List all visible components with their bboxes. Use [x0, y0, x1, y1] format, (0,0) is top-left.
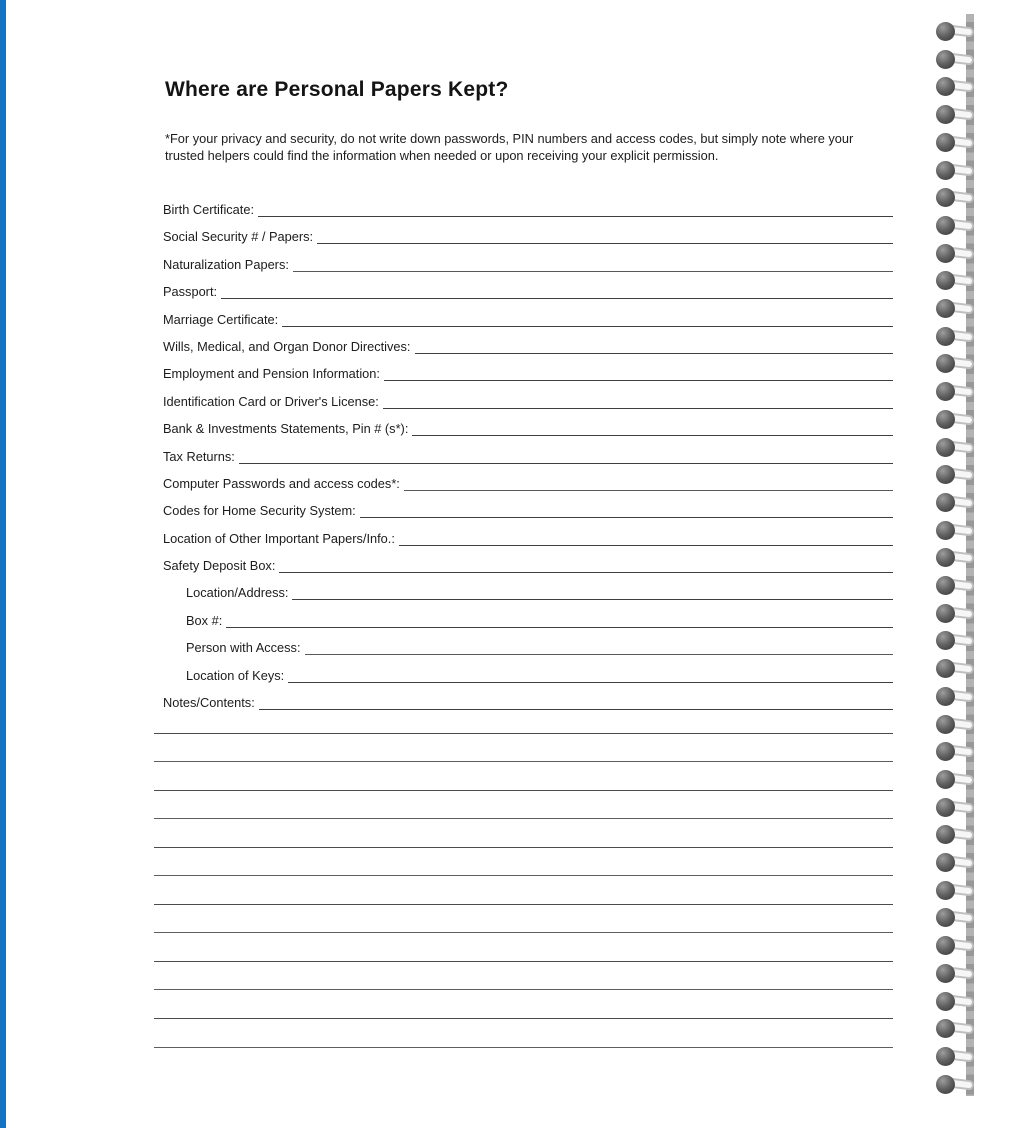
spiral-coil [936, 77, 978, 97]
spiral-coil-ball [936, 77, 955, 96]
spiral-coil [936, 548, 978, 568]
form-field-row [163, 634, 893, 661]
field-label: Passport: [163, 284, 218, 300]
spiral-coil [936, 354, 978, 374]
field-input-line[interactable] [412, 433, 893, 436]
spiral-coil-ball [936, 410, 955, 429]
spiral-coil-ball [936, 493, 955, 512]
field-input-line[interactable] [258, 214, 893, 217]
spiral-coil-ball [936, 50, 955, 69]
form-field-row [163, 443, 893, 470]
form-field-row [163, 306, 893, 333]
spiral-coil [936, 908, 978, 928]
spiral-coil-ball [936, 188, 955, 207]
spiral-coil [936, 992, 978, 1012]
notes-input-line[interactable] [154, 791, 893, 820]
spiral-coil-ball [936, 1075, 955, 1094]
spiral-coil [936, 382, 978, 402]
spiral-coil [936, 659, 978, 679]
notes-blank-lines [154, 705, 893, 1048]
spiral-coil-ball [936, 354, 955, 373]
spiral-coil-ball [936, 631, 955, 650]
spiral-coil [936, 881, 978, 901]
field-input-line[interactable] [221, 296, 893, 299]
field-input-line[interactable] [292, 597, 893, 600]
form-field-row [163, 415, 893, 442]
form-field-row [163, 333, 893, 360]
field-input-line[interactable] [305, 652, 893, 655]
spiral-coil-ball [936, 659, 955, 678]
spiral-coil-ball [936, 853, 955, 872]
field-label: Tax Returns: [163, 448, 235, 464]
spiral-coil-ball [936, 299, 955, 318]
field-input-line[interactable] [404, 488, 893, 491]
form-field-row [163, 607, 893, 634]
spiral-coil-ball [936, 244, 955, 263]
spiral-coil-ball [936, 382, 955, 401]
field-input-line[interactable] [399, 543, 893, 546]
form-field-row [163, 470, 893, 497]
spiral-coil [936, 410, 978, 430]
spiral-coil-ball [936, 825, 955, 844]
spiral-coil-ball [936, 133, 955, 152]
spiral-coil-ball [936, 548, 955, 567]
field-label: Box #: [186, 612, 223, 628]
notes-input-line[interactable] [154, 876, 893, 905]
form-field-row [163, 223, 893, 250]
field-label: Social Security # / Papers: [163, 229, 314, 245]
spiral-coil [936, 465, 978, 485]
form-field-row [163, 360, 893, 387]
spiral-coil [936, 216, 978, 236]
field-input-line[interactable] [279, 570, 893, 573]
form-field-row [163, 552, 893, 579]
spiral-coil-ball [936, 465, 955, 484]
spiral-coil [936, 1075, 978, 1095]
spiral-coil [936, 299, 978, 319]
notes-input-line[interactable] [154, 962, 893, 991]
spiral-coil [936, 50, 978, 70]
spiral-coil [936, 521, 978, 541]
field-input-line[interactable] [384, 378, 893, 381]
spiral-coil [936, 271, 978, 291]
spiral-coil [936, 327, 978, 347]
spiral-coil [936, 631, 978, 651]
spiral-coil-ball [936, 521, 955, 540]
field-label: Bank & Investments Statements, Pin # (s*): [163, 421, 409, 437]
spiral-coil-ball [936, 604, 955, 623]
spiral-coil [936, 964, 978, 984]
notes-input-line[interactable] [154, 762, 893, 791]
field-label: Location/Address: [186, 585, 289, 601]
notes-input-line[interactable] [154, 905, 893, 934]
notes-input-line[interactable] [154, 848, 893, 877]
spiral-coil [936, 133, 978, 153]
form-field-row [163, 579, 893, 606]
spiral-coil-ball [936, 271, 955, 290]
spiral-coil-ball [936, 22, 955, 41]
spiral-coil-ball [936, 715, 955, 734]
spiral-coil [936, 161, 978, 181]
field-label: Location of Other Important Papers/Info.: [163, 530, 395, 546]
notes-input-line[interactable] [154, 705, 893, 734]
field-label: Notes/Contents: [163, 695, 255, 711]
spiral-coil [936, 1019, 978, 1039]
field-input-line[interactable] [360, 515, 893, 518]
spiral-coil [936, 770, 978, 790]
spiral-coil-ball [936, 687, 955, 706]
spiral-coil-ball [936, 964, 955, 983]
spiral-coil-ball [936, 936, 955, 955]
left-accent-bar [0, 0, 6, 1128]
spiral-coil-ball [936, 161, 955, 180]
spiral-coil [936, 188, 978, 208]
privacy-note: *For your privacy and security, do not write down passwords, PIN numbers and access codes, but simply note where your trusted helpers could find the information when needed or upon receiving your explicit permission. [165, 131, 854, 163]
field-label: Codes for Home Security System: [163, 503, 356, 519]
field-label: Birth Certificate: [163, 202, 255, 217]
field-label: Wills, Medical, and Organ Donor Directives: [163, 338, 411, 354]
form-field-row [163, 278, 893, 305]
spiral-coil-ball [936, 992, 955, 1011]
spiral-coil [936, 798, 978, 818]
field-input-line[interactable] [239, 461, 893, 464]
spiral-coil [936, 715, 978, 735]
form-field-row [163, 525, 893, 552]
spiral-coil-ball [936, 105, 955, 124]
spiral-coil [936, 22, 978, 42]
notes-input-line[interactable] [154, 734, 893, 763]
spiral-coil [936, 438, 978, 458]
spiral-coil [936, 936, 978, 956]
field-input-line[interactable] [226, 625, 893, 628]
spiral-coil-ball [936, 908, 955, 927]
field-label: Employment and Pension Information: [163, 366, 380, 382]
field-label: Naturalization Papers: [163, 256, 289, 272]
field-label: Computer Passwords and access codes*: [163, 475, 400, 491]
spiral-coil [936, 604, 978, 624]
spiral-coil [936, 105, 978, 125]
notes-input-line[interactable] [154, 933, 893, 962]
spiral-coil-ball [936, 881, 955, 900]
form-field-row [163, 196, 893, 223]
spiral-coil [936, 1047, 978, 1067]
notes-input-line[interactable] [154, 819, 893, 848]
form-field-row [163, 497, 893, 524]
spiral-coil [936, 825, 978, 845]
field-label: Marriage Certificate: [163, 311, 279, 327]
field-input-line[interactable] [383, 406, 893, 409]
spiral-coil [936, 493, 978, 513]
form-field-row [163, 251, 893, 278]
spiral-coil-ball [936, 327, 955, 346]
spiral-coil [936, 853, 978, 873]
field-input-line[interactable] [293, 269, 893, 272]
spiral-coil-ball [936, 1019, 955, 1038]
spiral-coil-ball [936, 1047, 955, 1066]
field-input-line[interactable] [288, 680, 893, 683]
notes-input-line[interactable] [154, 1019, 893, 1048]
spiral-coil [936, 244, 978, 264]
spiral-coil-ball [936, 770, 955, 789]
field-label: Safety Deposit Box: [163, 558, 276, 574]
form-field-row [163, 662, 893, 689]
spiral-coil-ball [936, 576, 955, 595]
spiral-coil [936, 742, 978, 762]
spiral-coil-ball [936, 798, 955, 817]
spiral-coil [936, 576, 978, 596]
field-label: Location of Keys: [186, 667, 285, 683]
field-label: Identification Card or Driver's License: [163, 393, 379, 409]
form-fields [163, 196, 893, 716]
spiral-coil-ball [936, 438, 955, 457]
page-title: Where are Personal Papers Kept? [165, 78, 509, 101]
spiral-coil [936, 687, 978, 707]
spiral-coil-ball [936, 216, 955, 235]
field-input-line[interactable] [415, 351, 894, 354]
spiral-coil-ball [936, 742, 955, 761]
field-label: Person with Access: [186, 640, 301, 656]
field-input-line[interactable] [282, 324, 893, 327]
form-field-row [163, 388, 893, 415]
field-input-line[interactable] [317, 241, 893, 244]
notes-input-line[interactable] [154, 990, 893, 1019]
